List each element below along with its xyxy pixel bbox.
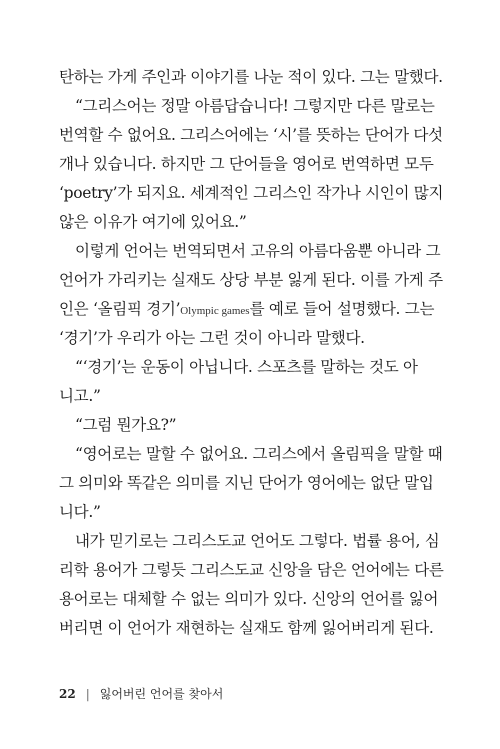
text-line-19: 용어로는 대체할 수 없는 의미가 있다. 신앙의 언어를 잃어 — [59, 590, 439, 608]
text-line-8: 언어가 가리키는 실재도 상당 부분 잃게 된다. 이를 가게 주 — [59, 271, 443, 289]
text-line-3: 번역할 수 없어요. 그리스어에는 ‘시’를 뜻하는 단어가 다섯 — [59, 126, 443, 144]
text-segment-after: 를 예로 들어 설명했다. 그는 — [249, 300, 435, 318]
text-line-14: “영어로는 말할 수 없어요. 그리스에서 올림픽을 말할 때 — [75, 445, 443, 463]
text-line-11: “‘경기’는 운동이 아닙니다. 스포츠를 말하는 것도 아 — [75, 358, 418, 376]
text-line-10: ‘경기’가 우리가 아는 그런 것이 아니라 말했다. — [59, 329, 365, 347]
text-line-4: 개나 있습니다. 하지만 그 단어들을 영어로 번역하면 모두 — [59, 155, 434, 173]
text-line-2: “그리스어는 정말 아름답습니다! 그렇지만 다른 말로는 — [75, 97, 435, 115]
text-line-17: 내가 믿기로는 그리스도교 언어도 그렇다. 법률 용어, 심 — [75, 532, 440, 550]
running-title: 잃어버린 언어를 찾아서 — [99, 687, 224, 701]
text-line-1: 탄하는 가게 주인과 이야기를 나눈 적이 있다. 그는 말했다. — [59, 68, 443, 86]
text-line-9 — [59, 299, 449, 321]
footer-separator: | — [85, 687, 90, 701]
text-line-15: 그 의미와 똑같은 의미를 지닌 단어가 영어에는 없단 말입 — [59, 474, 434, 492]
text-line-6: 않은 이유가 여기에 있어요.” — [59, 213, 247, 231]
text-line-12: 니고.” — [59, 387, 101, 405]
text-line-20: 버리면 이 언어가 재현하는 실재도 함께 잃어버리게 된다. — [59, 619, 434, 637]
text-line-16: 니다.” — [59, 503, 101, 521]
inline-english-term: Olympic games — [180, 305, 250, 317]
text-line-18: 리학 용어가 그렇듯 그리스도교 신앙을 담은 언어에는 다른 — [59, 561, 444, 579]
text-segment-before: 인은 ‘올림픽 경기’ — [59, 300, 181, 318]
text-line-5: ‘poetry’가 되지요. 세계적인 그리스인 작가나 시인이 많지 — [59, 184, 444, 202]
page-footer — [59, 685, 223, 702]
page-number: 22 — [59, 687, 76, 701]
text-line-7: 이렇게 언어는 번역되면서 고유의 아름다움뿐 아니라 그 — [75, 242, 441, 260]
text-line-13: “그럼 뭔가요?” — [75, 416, 177, 434]
